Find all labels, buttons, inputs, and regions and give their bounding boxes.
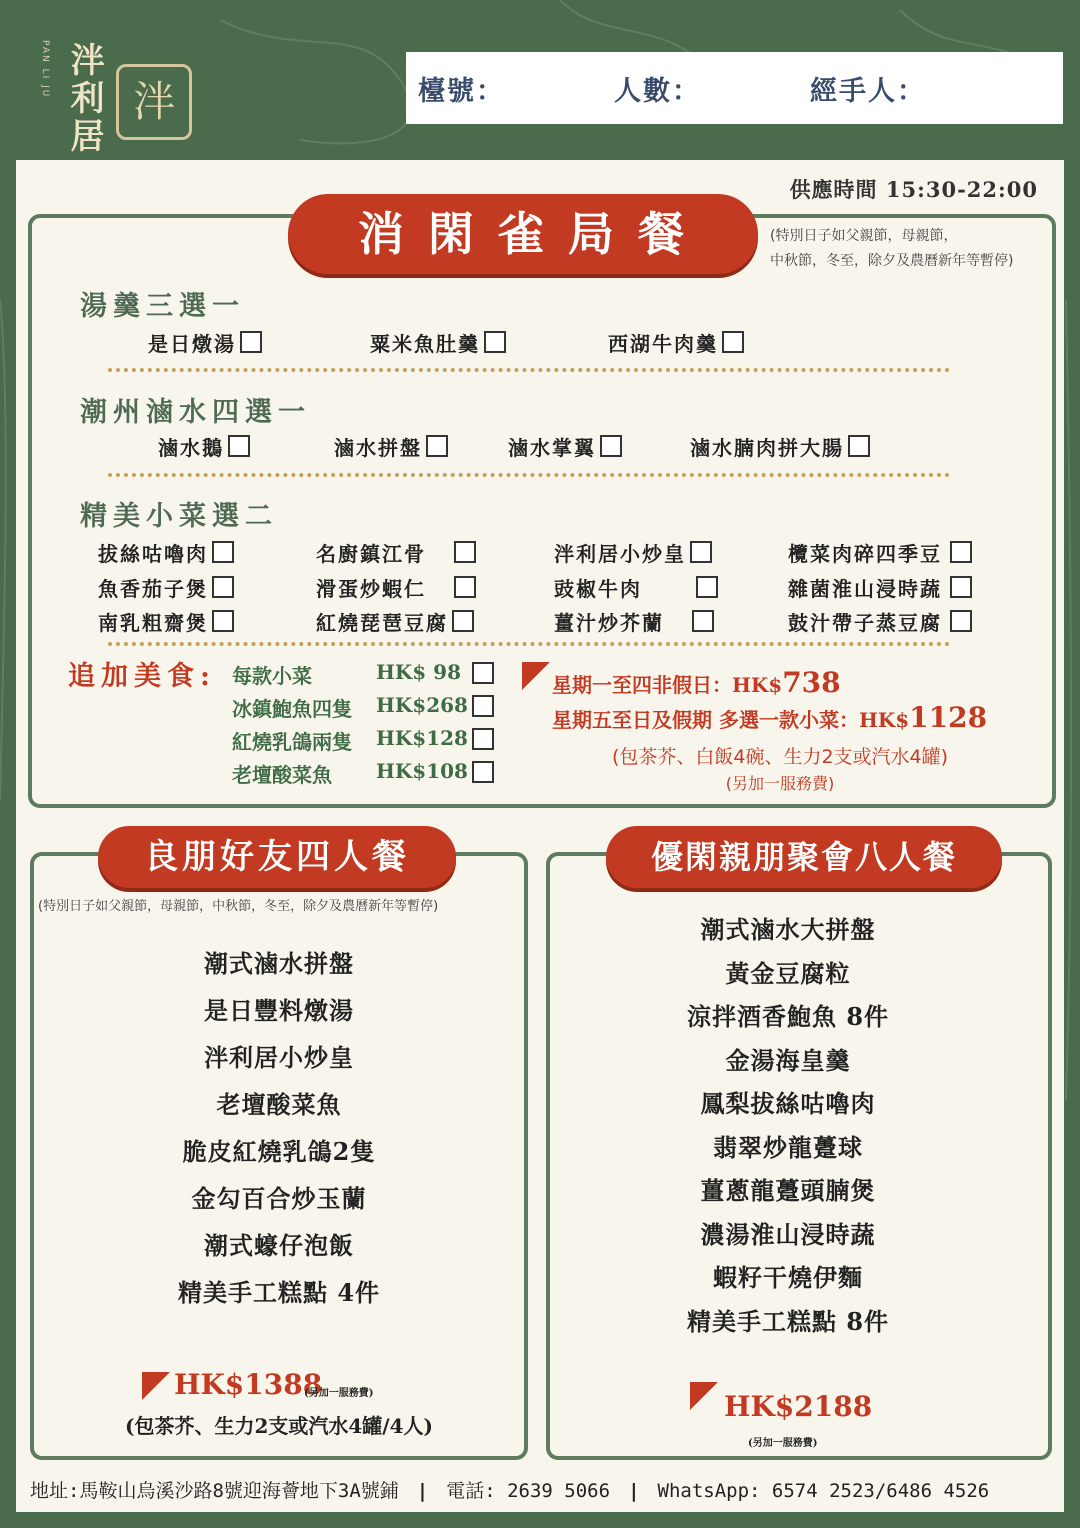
price-marker-icon	[690, 1382, 718, 1410]
lu-option[interactable]	[158, 432, 250, 461]
checkbox[interactable]	[228, 435, 250, 457]
weekday-price	[552, 666, 841, 699]
checkbox[interactable]	[600, 435, 622, 457]
handler-label: 經手人：	[810, 75, 926, 107]
logo-name: 泮利居	[64, 42, 104, 156]
dish-option-label: 薑汁炒芥蘭	[554, 611, 664, 635]
checkbox[interactable]	[454, 576, 476, 598]
soup-option[interactable]	[148, 328, 262, 357]
mahjong-note-line1: (特別日子如父親節，母親節，	[770, 228, 958, 244]
weekend-price	[552, 701, 987, 734]
lu-option-label: 滷水鵝	[158, 436, 224, 460]
menu-item: 薑蔥龍躉頭腩煲	[700, 1176, 876, 1205]
price-marker-icon	[522, 662, 550, 690]
addon-item[interactable]	[232, 726, 490, 755]
mahjong-set-title: 消 閑 雀 局 餐	[288, 194, 758, 274]
dish-option-label: 泮利居小炒皇	[554, 542, 686, 566]
serving-hours: 供應時間 15:30-22:00	[789, 177, 1038, 202]
menu-item: 脆皮紅燒乳鴿2隻	[182, 1137, 376, 1166]
dishes-section-title: 精美小菜選二	[80, 501, 278, 532]
weekday-price-label: 星期一至四非假日：HK$	[552, 673, 783, 697]
lu-option[interactable]	[334, 432, 448, 461]
addon-item[interactable]	[232, 759, 490, 788]
lu-option-label: 滷水腩肉拼大腸	[690, 436, 844, 460]
addon-name: 紅燒乳鴿兩隻	[232, 730, 352, 754]
dish-option[interactable]	[554, 607, 714, 636]
menu-item: 黃金豆腐粒	[725, 958, 851, 988]
menu-item: 涼拌酒香鮑魚 8件	[686, 1002, 890, 1031]
table-number-label: 檯號：	[418, 75, 505, 107]
checkbox[interactable]	[848, 435, 870, 457]
dish-option-label: 拔絲咕嚕肉	[98, 542, 208, 566]
addon-item[interactable]	[232, 660, 490, 689]
menu-item: 潮式滷水拼盤	[204, 949, 354, 978]
checkbox[interactable]	[696, 576, 718, 598]
soup-section-title: 湯羹三選一	[80, 291, 245, 322]
menu-item: 潮式蠔仔泡飯	[204, 1231, 354, 1260]
checkbox[interactable]	[472, 761, 494, 783]
divider: |	[416, 1480, 429, 1502]
dish-option-label: 滑蛋炒蝦仁	[316, 577, 426, 601]
menu-item: 老壇酸菜魚	[216, 1090, 342, 1119]
divider	[108, 368, 950, 372]
checkbox[interactable]	[472, 662, 494, 684]
addon-item[interactable]	[232, 693, 490, 722]
dish-option[interactable]	[98, 607, 234, 636]
menu-item: 精美手工糕點 8件	[686, 1306, 890, 1336]
checkbox[interactable]	[484, 331, 506, 353]
soup-option[interactable]	[370, 328, 506, 357]
four-set-includes: (包茶芥、生力2支或汽水4罐/4人)	[125, 1414, 433, 1438]
menu-item: 金湯海皇羹	[725, 1045, 851, 1075]
price-marker-icon	[142, 1372, 170, 1400]
dish-option[interactable]	[316, 607, 474, 636]
addon-price: HK$128	[376, 726, 468, 750]
menu-item: 泮利居小炒皇	[204, 1043, 354, 1072]
menu-item: 是日豐料燉湯	[204, 996, 354, 1025]
dish-option-label: 豉椒牛肉	[554, 577, 642, 601]
addon-price: HK$108	[376, 759, 468, 783]
dish-option-label: 紅燒琵琶豆腐	[316, 611, 448, 635]
checkbox[interactable]	[452, 610, 474, 632]
menu-item: 精美手工糕點 4件	[177, 1278, 381, 1307]
eight-set-price: HK$2188	[724, 1390, 873, 1423]
phone: 電話: 2639 5066	[446, 1480, 611, 1502]
four-set-service: (另加一服務費)	[304, 1388, 374, 1399]
addon-name: 每款小菜	[232, 664, 312, 688]
menu-item: 濃湯淮山浸時蔬	[700, 1219, 876, 1249]
addon-label: 追加美食:	[68, 661, 216, 692]
address: 地址:馬鞍山烏溪沙路8號迎海薈地下3A號鋪	[30, 1480, 399, 1502]
dish-option[interactable]	[98, 538, 234, 567]
dish-option-label: 南乳粗齋煲	[98, 611, 208, 635]
addon-name: 老壇酸菜魚	[232, 763, 332, 787]
weekend-price-value: 1128	[909, 701, 988, 734]
checkbox[interactable]	[950, 541, 972, 563]
lu-option-label: 滷水掌翼	[508, 436, 596, 460]
menu-item: 翡翠炒龍躉球	[713, 1132, 863, 1162]
checkbox[interactable]	[950, 576, 972, 598]
soup-option-label: 西湖牛肉羹	[608, 332, 718, 356]
dish-option-label: 鼓汁帶子蒸豆腐	[788, 611, 942, 635]
footer-contact	[30, 1476, 989, 1503]
lu-option[interactable]	[690, 432, 870, 461]
soup-option-label: 粟米魚肚羹	[370, 332, 480, 356]
dish-option-label: 名廚鎮江骨	[316, 542, 426, 566]
divider	[108, 642, 950, 646]
dish-option[interactable]	[788, 573, 972, 602]
dish-option[interactable]	[554, 538, 712, 567]
four-set-price: HK$1388	[174, 1368, 323, 1401]
checkbox[interactable]	[722, 331, 744, 353]
logo-seal-icon: 泮	[116, 64, 192, 140]
checkbox[interactable]	[950, 610, 972, 632]
checkbox[interactable]	[690, 541, 712, 563]
mahjong-includes: (包茶芥、白飯4碗、生力2支或汽水4罐)	[611, 746, 949, 768]
divider: |	[628, 1480, 640, 1502]
checkbox[interactable]	[472, 728, 494, 750]
divider	[108, 473, 950, 477]
checkbox[interactable]	[454, 541, 476, 563]
addon-price: HK$ 98	[376, 660, 461, 684]
checkbox[interactable]	[692, 610, 714, 632]
lu-option-label: 滷水拼盤	[334, 436, 422, 460]
checkbox[interactable]	[472, 695, 494, 717]
dish-option[interactable]	[98, 573, 234, 602]
eight-set-menu	[546, 910, 1030, 1345]
menu-item: 潮式滷水大拼盤	[700, 915, 876, 944]
menu-item: 金勾百合炒玉蘭	[191, 1184, 367, 1213]
four-person-set-title: 良朋好友四人餐	[98, 826, 456, 888]
lu-option[interactable]	[508, 432, 622, 461]
dish-option[interactable]	[316, 573, 476, 602]
dish-option[interactable]	[788, 538, 972, 567]
menu-item: 蝦籽干燒伊麵	[713, 1263, 863, 1292]
checkbox[interactable]	[212, 541, 234, 563]
mahjong-note	[770, 224, 1013, 274]
dish-option-label: 雜菌淮山浸時蔬	[788, 577, 942, 601]
weekday-price-value: 738	[782, 666, 841, 699]
soup-option-label: 是日燉湯	[148, 332, 236, 356]
four-set-note: (特別日子如父親節，母親節，中秋節，冬至，除夕及農曆新年等暫停)	[38, 899, 439, 914]
soup-option[interactable]	[608, 328, 744, 357]
mahjong-note-line2: 中秋節，冬至，除夕及農曆新年等暫停)	[770, 253, 1014, 269]
dish-option-label: 魚香茄子煲	[98, 577, 208, 601]
four-set-menu	[30, 944, 528, 1320]
whatsapp: WhatsApp: 6574 2523/6486 4526	[657, 1480, 990, 1502]
checkbox[interactable]	[212, 610, 234, 632]
addon-price: HK$268	[376, 693, 468, 717]
logo-latin-text: PAN LI JU	[40, 40, 50, 99]
weekend-price-label: 星期五至日及假期 多選一款小菜：HK$	[552, 708, 910, 732]
checkbox[interactable]	[240, 331, 262, 353]
checkbox[interactable]	[212, 576, 234, 598]
people-count-label: 人數：	[614, 75, 701, 107]
restaurant-logo	[40, 30, 200, 160]
dish-option[interactable]	[788, 607, 972, 636]
dish-option[interactable]	[554, 573, 718, 602]
addon-name: 冰鎮鮑魚四隻	[232, 697, 352, 721]
dish-option[interactable]	[316, 538, 476, 567]
menu-item: 鳳梨拔絲咕嚕肉	[700, 1089, 876, 1118]
dish-option-label: 欖菜肉碎四季豆	[788, 542, 942, 566]
order-info-bar	[406, 52, 1063, 124]
mahjong-service-charge: (另加一服務費)	[725, 774, 835, 793]
lu-section-title: 潮州滷水四選一	[80, 397, 311, 428]
eight-person-set-title: 優閑親朋聚會八人餐	[606, 826, 1002, 888]
eight-set-service: (另加一服務費)	[748, 1438, 818, 1449]
checkbox[interactable]	[426, 435, 448, 457]
